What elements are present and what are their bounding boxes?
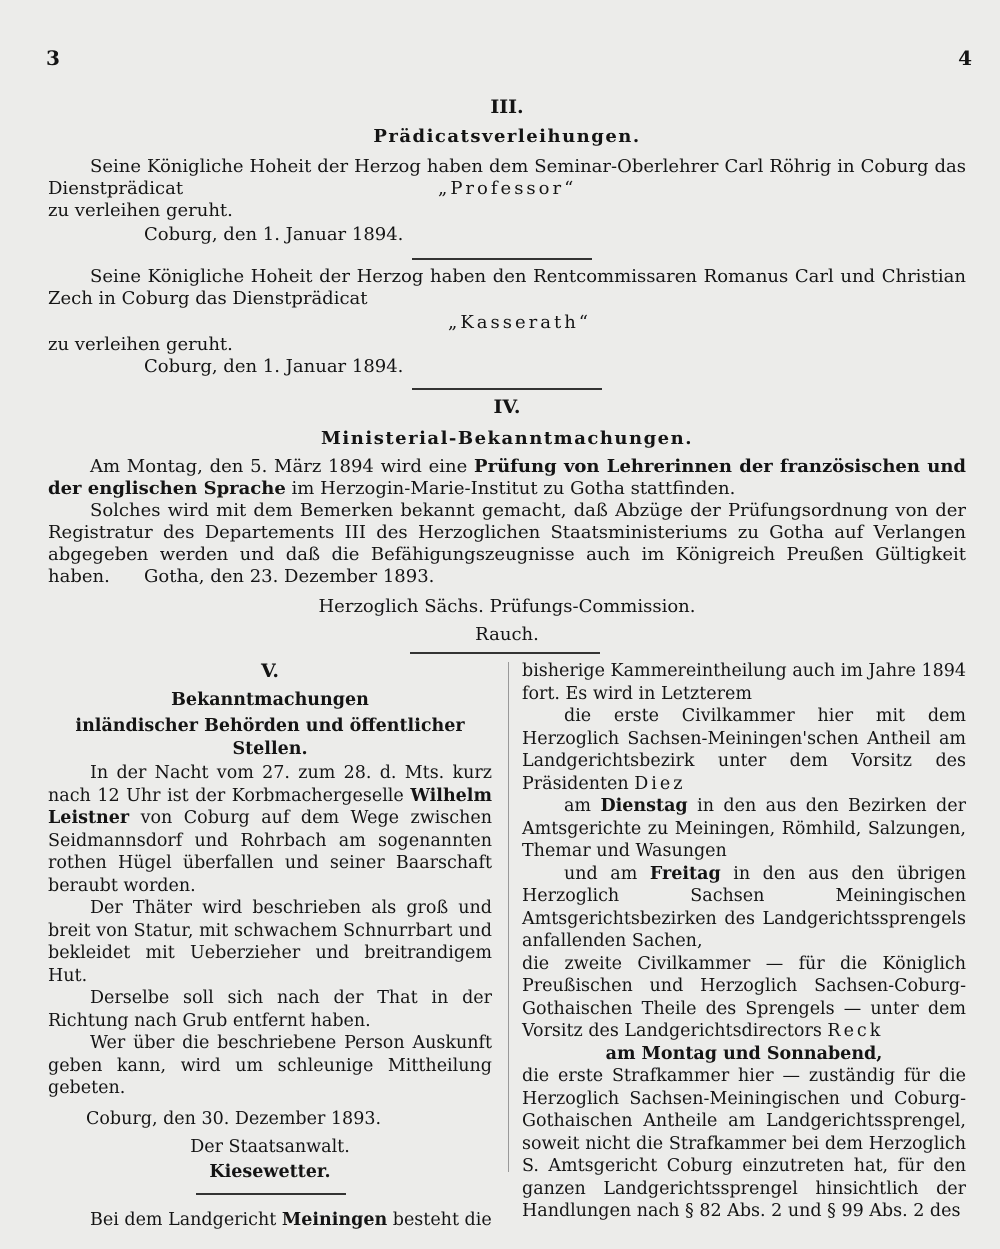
section-5-signature-2: Kiesewetter. (209, 1161, 331, 1182)
section-5-heading-2: inländischer Behörden und öffentlicher Stellen. (75, 716, 465, 759)
page-number-left: 3 (46, 46, 60, 70)
text-part: die zweite Civilkammer — für die Königlich Preußischen und Herzoglich Sachsen-Coburg-Gothaischen Theile des Sprengels — unter dem Vorsitz des Landgerichtsdirectors (522, 953, 966, 1041)
page-number-right: 4 (958, 46, 972, 70)
day-friday: Freitag (649, 863, 721, 884)
section-5-signature-1: Der Staatsanwalt. (190, 1137, 350, 1157)
paragraph-text: Seine Königliche Hoheit der Herzog haben dem Seminar-Oberlehrer Carl Röhrig in Coburg das Dienstprädicat (48, 156, 966, 199)
section-3-date-1: Coburg, den 1. Januar 1894. (144, 224, 404, 245)
right-paragraph-1: bisherige Kammereintheilung auch im Jahre 1894 fort. Es wird in Letzterem (522, 661, 966, 704)
section-4-heading: Ministerial-Bekanntmachungen. (321, 428, 693, 449)
section-5-date: Coburg, den 30. Dezember 1893. (86, 1108, 382, 1129)
section-5-paragraph-5 (48, 1209, 492, 1232)
section-3-number: III. (490, 96, 524, 118)
text-part: von Coburg auf dem Wege zwischen Seidmannsdorf und Rohrbach am sogenannten rothen Hügel überfallen und seiner Baarschaft beraubt worden. (48, 808, 492, 896)
victim-name: Wilhelm Leistner (48, 785, 492, 828)
text-part: Bei dem Landgericht (90, 1209, 277, 1230)
section-5-paragraph-4: Wer über die beschriebene Person Auskunft geben kann, wird um schleunige Mittheilung gebeten. (48, 1033, 492, 1098)
paragraph-text: Seine Königliche Hoheit der Herzog haben den Rentcommissaren Romanus Carl und Christian Zech in Coburg das Dienstprädicat (48, 266, 966, 309)
court-name: Meiningen (281, 1209, 388, 1230)
day-tuesday: Dienstag (600, 796, 688, 816)
section-5-number: V. (260, 660, 280, 682)
separator-rule (410, 652, 600, 654)
president-name: Diez (634, 773, 686, 794)
section-5-paragraph-1 (48, 762, 492, 897)
section-5-heading-1: Bekanntmachungen (171, 689, 369, 710)
text-part: die erste Civilkammer hier mit dem Herzoglich Sachsen-Meiningen'schen Antheil am Landgerichtsbezirk unter dem Vorsitz des Präsidenten (522, 706, 966, 794)
text-part: besteht die (392, 1209, 492, 1230)
right-paragraph-4 (522, 863, 966, 953)
right-paragraph-7: die erste Strafkammer hier — zuständig für die Herzoglich Sachsen-Meiningischen und Coburg-Gothaischen Antheile am Landgerichtssprengel, soweit nicht die Strafkammer bei dem Herzoglich S. Amtsgericht Coburg einzutreten hat, für den ganzen Landgerichtssprengel hinsichtlich der Handlungen nach § 82 Abs. 2 und § 99 Abs. 2 des (522, 1066, 966, 1221)
section-5-paragraph-3: Derselbe soll sich nach der That in der Richtung nach Grub entfernt haben. (48, 988, 492, 1031)
right-paragraph-3 (522, 795, 966, 863)
column-divider (508, 662, 509, 1172)
right-days-line: am Montag und Sonnabend, (605, 1043, 883, 1064)
section-3-paragraph-1 (48, 156, 966, 222)
section-4-paragraph-2: Solches wird mit dem Bemerken bekannt gemacht, daß Abzüge der Prüfungsordnung von der Registratur des Departements III des Herzoglichen Staatsministeriums zu Gotha auf Verlangen abgegeben werden und daß die Befähigungszeugnisse auch im Königreich Preußen Gültigkeit haben. (48, 500, 966, 587)
director-name: Reck (827, 1021, 884, 1041)
text-part: Am Montag, den 5. März 1894 wird eine (90, 456, 468, 477)
section-4-date: Gotha, den 23. Dezember 1893. (144, 566, 435, 587)
text-part: in den aus den übrigen Herzoglich Sachsen Meiningischen Amtsgerichtsbezirken des Landgerichtssprengels anfallenden Sachen, (522, 863, 966, 951)
text-part: In der Nacht vom 27. zum 28. d. Mts. kurz nach 12 Uhr ist der Korbmachergeselle (48, 763, 492, 806)
title-kasserath: „Kasserath“ (448, 312, 591, 333)
paragraph-end: zu verleihen geruht. (48, 334, 233, 355)
right-column (522, 660, 966, 1223)
section-4-paragraph-1 (48, 456, 966, 500)
section-4-number: IV. (493, 396, 521, 418)
title-professor: „Professor“ (438, 178, 577, 199)
separator-rule (412, 258, 592, 260)
text-part: und am (564, 863, 638, 884)
section-4-signature-1: Herzoglich Sächs. Prüfungs-Commission. (318, 596, 696, 617)
text-part: im Herzogin-Marie-Institut zu Gotha stattfinden. (291, 478, 736, 499)
exam-subject: Prüfung von Lehrerinnen der französischen und der englischen Sprache (48, 456, 966, 499)
section-3-heading: Prädicatsverleihungen. (373, 126, 641, 147)
section-4-signature-2: Rauch. (475, 624, 539, 645)
right-paragraph-5 (522, 953, 966, 1043)
right-paragraph-2 (522, 705, 966, 795)
separator-rule (196, 1193, 346, 1195)
section-3-date-2: Coburg, den 1. Januar 1894. (144, 356, 404, 377)
section-5-paragraph-2: Der Thäter wird beschrieben als groß und breit von Statur, mit schwachem Schnurrbart und bekleidet mit Ueberzieher und breitrandigem Hut. (48, 898, 492, 986)
paragraph-end: zu verleihen geruht. (48, 200, 233, 221)
text-part: in den aus den Bezirken der Amtsgerichte zu Meiningen, Römhild, Salzungen, Themar und Wasungen (522, 796, 966, 861)
left-column (48, 660, 492, 1231)
section-3-paragraph-2 (48, 266, 966, 356)
text-part: am (564, 796, 592, 816)
separator-rule (412, 388, 602, 390)
